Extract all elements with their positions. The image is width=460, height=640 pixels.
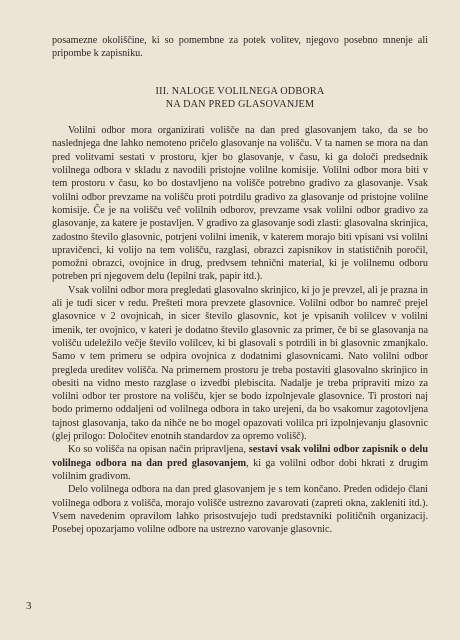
paragraph-3 (52, 443, 428, 483)
page-number: 3 (26, 600, 32, 612)
paragraph-1: Volilni odbor mora organizirati volišče na dan pred glasovanjem tako, da se bo naslednjega dne lahko nemoteno pričelo glasovanje na volišču. V ta namen se mora na dan pred volitvami sestati v prostoru, kjer bo glasovanje, v času, ki ga določi predsednik volilnega odbora v skladu z navodili pristojne volilne komisije. Volilni odbor mora biti v tem prostoru v času, ko bo dostavljeno na volišče potrebno gradivo za glasovanje. Vsak volilni odbor prevzame na volišču proti potrdilu gradivo za glasovanje od pristojne volilne komisije. Če je na volišču več volilnih odborov, prevzame vsak volilni odbor gradivo za glasovanje, za katere je postavljen. V gradivo za glasovanje sodi zlasti: glasovalna skrinjica, zadostno število glasovnic, potrjeni volilni imenik, v katerem morajo biti vpisani vsi volilni upravičenci, ki volijo na tem volišču, razglasi, obrazci zapisnikov in statističnih poročil, pomožni obrazci, ovojnice in drug, predvsem tehnični material, ki je volilnemu odboru potreben pri njegovem delu (lepilni trak, papir itd.). (52, 125, 428, 283)
intro-paragraph: posamezne okoliščine, ki so pomembne za potek volitev, njegovo posebno mnenje ali pripombe k zapisniku. (52, 35, 428, 60)
paragraph-3-end: , ki ga volilni odbor dobi hkrati z drugim volilnim gradivom. (52, 457, 428, 482)
paragraph-2: Vsak volilni odbor mora pregledati glasovalno skrinjico, ki jo je prevzel, ali je prazna in ali je tudi sicer v redu. Prešteti mora prevzete glasovnice. Volilni odbor bo namreč prejel glasovnice v 2 ovojnicah, in sicer število glasovnic, kot je vpisanih volilcev v volilni imenik, ter ovojnico, v kateri je dodatno število glasovnic za primer, če bi se glasovanja na volišču udeležilo večje število volilcev, ki bi glasovali s potrdili in bi glasovnic zmanjkalo. Samo v tem primeru se odpira ovojnica z dodatnimi glasovnicami. Nato volilni odbor pregleda ureditev volišča. Na primernem prostoru je treba postaviti glasovalno skrinjico in obesiti na vidno mesto razglase o izvedbi plebiscita. Nadalje je treba pripraviti mizo za volilni odbor ter prostore na volišču, kjer se bodo izpolnjevale glasovnice. Ti prostori naj bodo primerno oddaljeni od volilnega odbora in tako urejeni, da bo vsakomur zagotovljena tajnost glasovanja, tako da nihče ne bo mogel opazovati volilca pri izpolnjevanju glasovnic (glej prilogo: Določitev enotnih standardov za opremo volišč). (52, 284, 428, 443)
section-heading (52, 85, 428, 112)
section-heading-line2: NA DAN PRED GLASOVANJEM (165, 98, 315, 110)
section-heading-line1: III. NALOGE VOLILNEGA ODBORA (155, 85, 325, 97)
text-column (52, 34, 428, 536)
paragraph-3-bold: sestavi vsak volilni odbor zapisnik o delu volilnega odbora na dan pred glasovanjem (52, 444, 428, 469)
paragraph-4: Delo volilnega odbora na dan pred glasovanjem je s tem končano. Preden odidejo člani volilnega odbora z volišča, morajo volišče ustrezno zavarovati (zapreti okna, zakleniti itd.). Vsem navedenim opravilom lahko prisostvujejo tudi predstavniki političnih organizacij. Posebej opozarjamo volilne odbore na ustrezno varovanje glasovnic. (52, 484, 428, 536)
paragraph-3-start: Ko so volišča na opisan način pripravljena, (68, 444, 249, 456)
